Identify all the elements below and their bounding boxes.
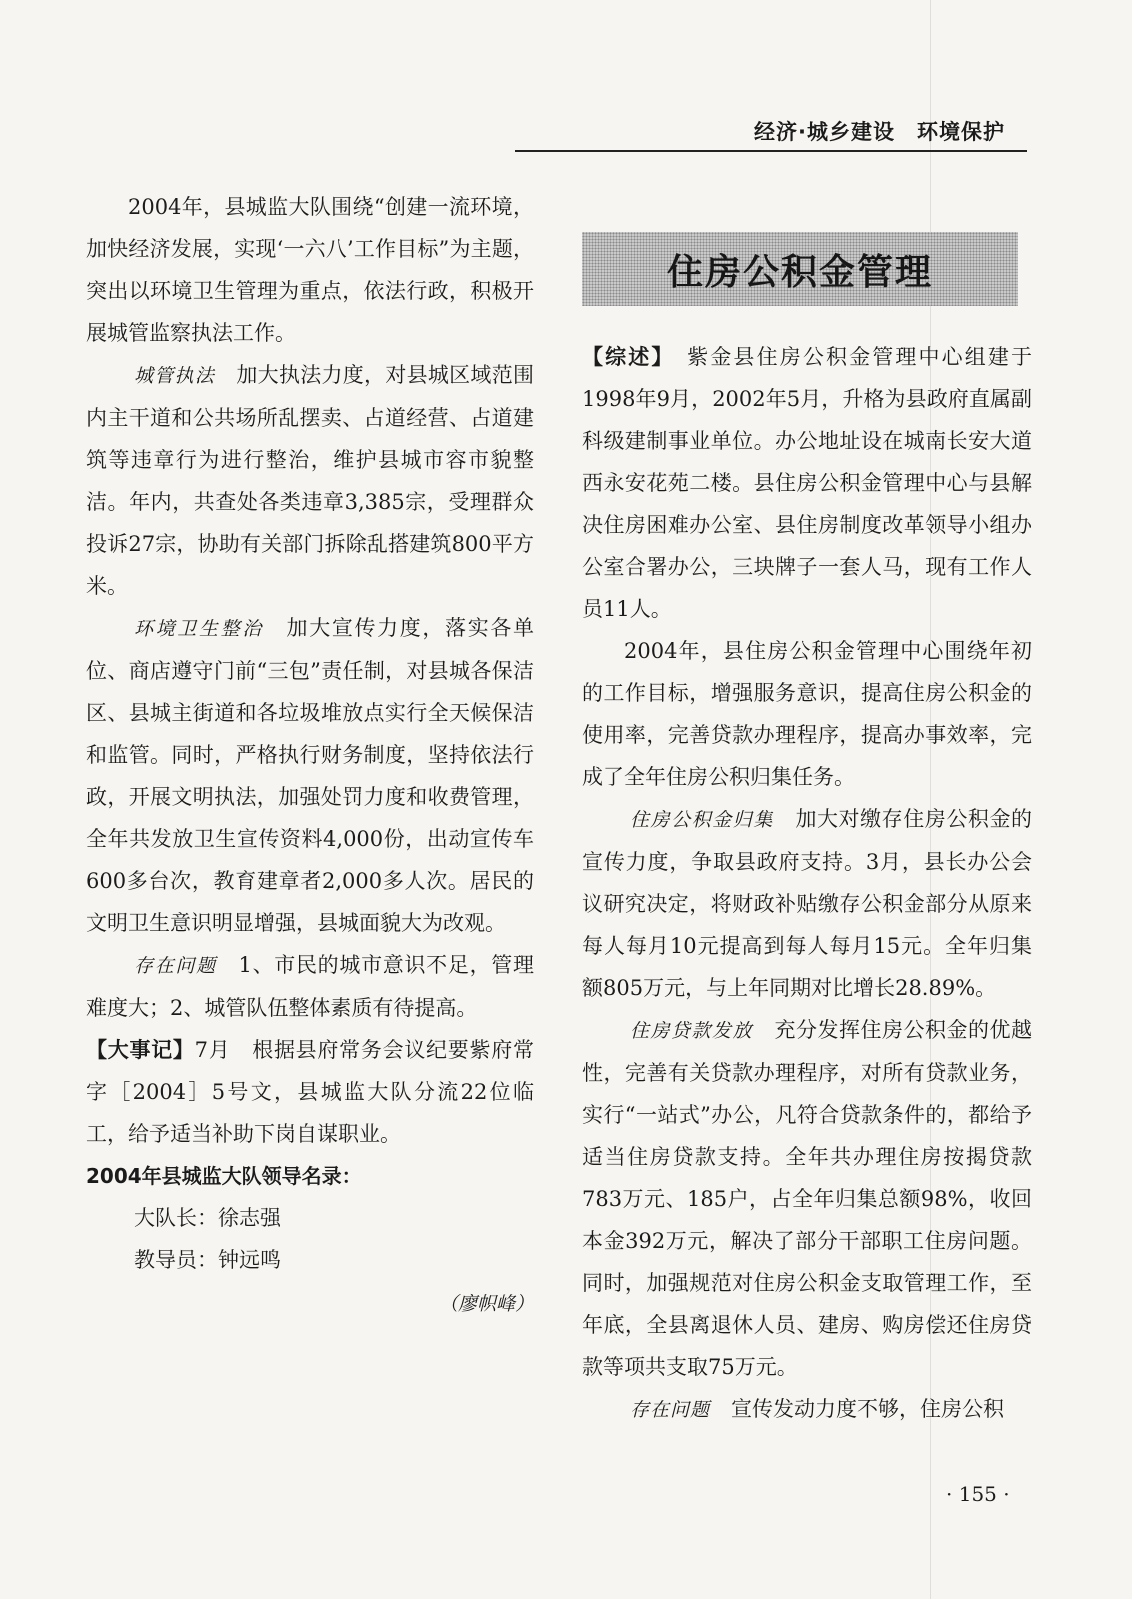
enforcement-subtitle: 城管执法 bbox=[134, 365, 216, 387]
loans-paragraph bbox=[582, 1009, 1032, 1388]
leader-instructor: 教导员：钟远鸣 bbox=[134, 1248, 281, 1272]
enforcement-text: 加大执法力度，对县城区域范围内主干道和公共场所乱摆卖、占道经营、占道建筑等违章行为进行整治，维护县城市容市貌整洁。年内，共查处各类违章3,385宗，受理群众投诉27宗，协助有关部门拆除乱搭建筑800平方米。 bbox=[86, 363, 534, 598]
right-problems-subtitle: 存在问题 bbox=[630, 1399, 711, 1421]
collection-text: 加大对缴存住房公积金的宣传力度，争取县政府支持。3月，县长办公会议研究决定，将财政补贴缴存公积金部分从原来每人每月10元提高到每人每月15元。全年归集额805万元，与上年同期对比增长28.89%。 bbox=[582, 807, 1032, 1000]
running-header-title: 经济·城乡建设 环境保护 bbox=[754, 120, 1005, 144]
leader-captain: 大队长：徐志强 bbox=[134, 1206, 281, 1230]
loans-subtitle: 住房贷款发放 bbox=[630, 1020, 753, 1042]
problems-subtitle: 存在问题 bbox=[134, 955, 217, 977]
header-rule bbox=[515, 150, 1027, 152]
sanitation-paragraph bbox=[86, 607, 534, 944]
leaders-heading: 2004年县城监大队领导名录： bbox=[86, 1164, 362, 1188]
sanitation-text: 加大宣传力度，落实各单位、商店遵守门前“三包”责任制，对县城各保洁区、县城主街道和各垃圾堆放点实行全天候保洁和监管。同时，严格执行财务制度，坚持依法行政，开展文明执法，加强处罚力度和收费管理，全年共发放卫生宣传资料4,000份，出动宣传车600多台次，教育建章者2,000多人次。居民的文明卫生意识明显增强，县城面貌大为改观。 bbox=[86, 616, 535, 935]
overview-label: 【综述】 bbox=[582, 345, 665, 369]
intro-paragraph: 2004年，县城监大队围绕“创建一流环境，加快经济发展，实现‘一六八’工作目标”为主题，突出以环境卫生管理为重点，依法行政，积极开展城管监察执法工作。 bbox=[86, 195, 534, 345]
loans-text: 充分发挥住房公积金的优越性，完善有关贷款办理程序，对所有贷款业务，实行“一站式”办公，凡符合贷款条件的，都给予适当住房贷款支持。全年共办理住房按揭贷款783万元、185户，占全年归集总额98%，收回本金392万元，解决了部分干部职工住房问题。同时，加强规范对住房公积金支取管理工作，至年底，全县离退休人员、建房、购房偿还住房贷款等项共支取75万元。 bbox=[582, 1018, 1032, 1379]
collection-subtitle: 住房公积金归集 bbox=[630, 809, 774, 831]
collection-paragraph bbox=[582, 798, 1032, 1009]
overview-text: 紫金县住房公积金管理中心组建于1998年9月，2002年5月，升格为县政府直属副科级建制事业单位。办公地址设在城南长安大道西永安花苑二楼。县住房公积金管理中心与县解决住房困难办公室、县住房制度改革领导小组办公室合署办公，三块牌子一套人马，现有工作人员11人。 bbox=[582, 345, 1033, 621]
right-problems-paragraph bbox=[582, 1388, 1032, 1431]
problems-paragraph bbox=[86, 944, 534, 1029]
overview-paragraph bbox=[582, 336, 1032, 630]
left-column bbox=[86, 186, 534, 1325]
problems-text: 1、市民的城市意识不足，管理难度大；2、城管队伍整体素质有待提高。 bbox=[86, 953, 534, 1020]
running-header bbox=[515, 116, 1027, 152]
events-paragraph bbox=[86, 1029, 534, 1155]
section-title-box bbox=[582, 232, 1018, 306]
right-problems-text: 宣传发动力度不够，住房公积 bbox=[731, 1397, 1005, 1421]
events-label: 【大事记】 bbox=[86, 1038, 195, 1062]
sanitation-subtitle: 环境卫生整治 bbox=[134, 618, 264, 640]
enforcement-paragraph bbox=[86, 354, 534, 607]
section-title: 住房公积金管理 bbox=[666, 251, 933, 293]
page-number: · 155 · bbox=[946, 1482, 1010, 1506]
right-column bbox=[582, 336, 1032, 1431]
events-text: 7月 根据县府常务会议纪要紫府常字［2004］5号文，县城监大队分流22位临工，给予适当补助下岗自谋职业。 bbox=[86, 1038, 534, 1146]
summary-paragraph: 2004年，县住房公积金管理中心围绕年初的工作目标，增强服务意识，提高住房公积金的使用率，完善贷款办理程序，提高办事效率，完成了全年住房公积归集任务。 bbox=[582, 639, 1032, 789]
author-credit: （廖帜峰） bbox=[438, 1293, 534, 1315]
